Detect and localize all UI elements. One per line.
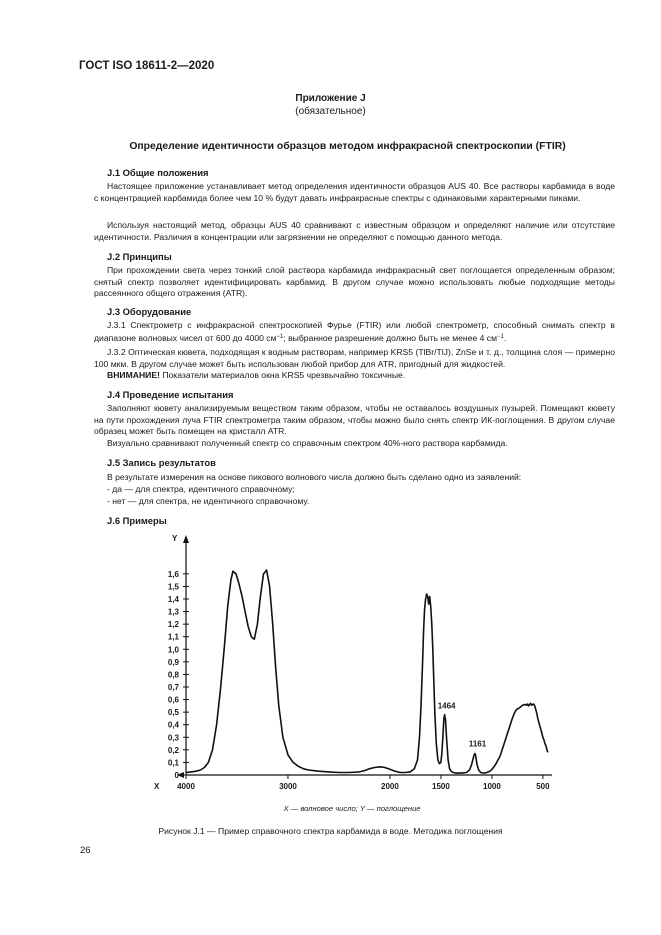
spectrum-line — [186, 570, 548, 773]
y-tick-label: 1,6 — [167, 569, 179, 579]
annex-name: Приложение J — [295, 93, 366, 104]
y-tick-label: 0,5 — [167, 708, 179, 718]
paragraph-j3-2: J.3.2 Оптическая кювета, подходящая к водным растворам, например KRS5 (TlBr/TlJ), ZnSe и т. д., толщина слоя — примерно 100 мкм. В другом случае может быть использован любой прибор для ATR, пригодный для жидкостей. — [94, 347, 615, 369]
section-heading-j2: J.2 Принципы — [107, 251, 172, 262]
page-title: Определение идентичности образцов методом инфракрасной спектроскопии (FTIR) — [129, 141, 566, 152]
paragraph-j5-1: В результате измерения на основе пикового волнового числа должно быть сделано одно из заявлений: — [107, 472, 522, 482]
paragraph-j1-2: Используя настоящий метод, образцы AUS 40 сравнивают с известным образцом и определяют наличие или отсутствие идентичности. Различия в концентрации или загрязнении не определяют с помощью данного метода. — [94, 220, 615, 242]
axis-legend: X — волновое число; Y — поглощение — [283, 804, 421, 813]
y-tick-label: 0,9 — [167, 657, 179, 667]
peak-label: 1464 — [437, 701, 456, 711]
y-tick-label: 1,0 — [167, 645, 179, 655]
paragraph-j4-2: Визуально сравнивают полученный спектр со справочным спектром 40%-ного раствора карбамида. — [107, 438, 508, 448]
y-axis-arrow — [183, 535, 189, 543]
y-tick-label: 0,8 — [167, 670, 179, 680]
x-tick-label: 1500 — [432, 782, 450, 791]
section-heading-j5: J.5 Запись результатов — [107, 457, 216, 468]
list-item-no: - нет — для спектра, не идентичного справочному. — [107, 496, 310, 506]
x-axis-label: X — [154, 782, 160, 791]
x-tick-label: 1000 — [483, 782, 501, 791]
figure-caption: Рисунок J.1 — Пример справочного спектра карбамида в воде. Методика поглощения — [158, 826, 503, 836]
section-heading-j6: J.6 Примеры — [107, 515, 167, 526]
y-axis-label: Y — [172, 534, 178, 543]
y-tick-label: 0,3 — [167, 733, 179, 743]
y-tick-label: 0,6 — [167, 695, 179, 705]
peak-label: 1161 — [468, 739, 487, 749]
y-tick-label: 1,2 — [167, 620, 179, 630]
warning-paragraph: ВНИМАНИЕ! Показатели материалов окна KRS5 чрезвычайно токсичные. — [107, 370, 406, 380]
page-number: 26 — [80, 845, 91, 856]
section-heading-j3: J.3 Оборудование — [107, 306, 192, 317]
y-tick-label: 1,4 — [167, 595, 179, 604]
x-tick-label: 500 — [536, 782, 550, 791]
y-tick-label: 0,2 — [167, 745, 179, 755]
y-tick-label: 1,1 — [167, 632, 179, 642]
standard-header: ГОСТ ISO 18611-2—2020 — [79, 60, 215, 72]
x-ticks — [177, 775, 550, 791]
x-tick-label: 3000 — [279, 782, 297, 791]
y-tick-label: 0 — [174, 771, 179, 780]
paragraph-j4-1: Заполняют кювету анализируемым веществом таким образом, чтобы не оставалось воздушных пузырей. Помещают кювету на пути прохождения луча FTIR спектрометра таким образом, чтобы можно было снять спектр ИК-поглощения. В другом случае образец может быть помещен на кристалл ATR. — [94, 403, 615, 437]
y-tick-label: 0,1 — [167, 758, 179, 768]
y-tick-label: 1,3 — [167, 607, 179, 617]
warning-label: ВНИМАНИЕ! — [107, 370, 160, 380]
paragraph-j2-1: При прохождении света через тонкий слой раствора карбамида инфракрасный свет поглощается определенным образом; снятый спектр позволяет идентифицировать карбамид. В другом случае можно использовать любые подходящие методы рассеянного общего отражения (ATR). — [94, 265, 615, 299]
y-tick-label: 1,5 — [167, 582, 179, 592]
paragraph-j3-1: J.3.1 Спектрометр с инфракрасной спектроскопией Фурье (FTIR) или любой спектрометр, способный снимать спектр в диапазоне волновых чисел от 600 до 4000 $см^{-1}$; выбранное разрешение должно быть не менее 4 $см^{-1}$. — [94, 320, 615, 343]
spectrum-chart — [140, 527, 560, 817]
y-tick-label: 0,4 — [167, 720, 179, 730]
list-item-yes: - да — для спектра, идентичного справочному; — [107, 484, 295, 494]
x-tick-label: 2000 — [381, 782, 399, 791]
paragraph-j1-1: Настоящее приложение устанавливает метод определения идентичности образцов AUS 40. Все растворы карбамида в воде с концентрацией карбамида более чем 10 % будут давать инфракрасные спектры с одинаковыми характерными пиками. — [94, 181, 615, 203]
section-heading-j4: J.4 Проведение испытания — [107, 389, 234, 400]
annex-status: (обязательное) — [295, 106, 366, 117]
x-tick-label: 4000 — [177, 782, 195, 791]
section-heading-j1: J.1 Общие положения — [107, 167, 209, 178]
y-tick-label: 0,7 — [167, 683, 179, 692]
